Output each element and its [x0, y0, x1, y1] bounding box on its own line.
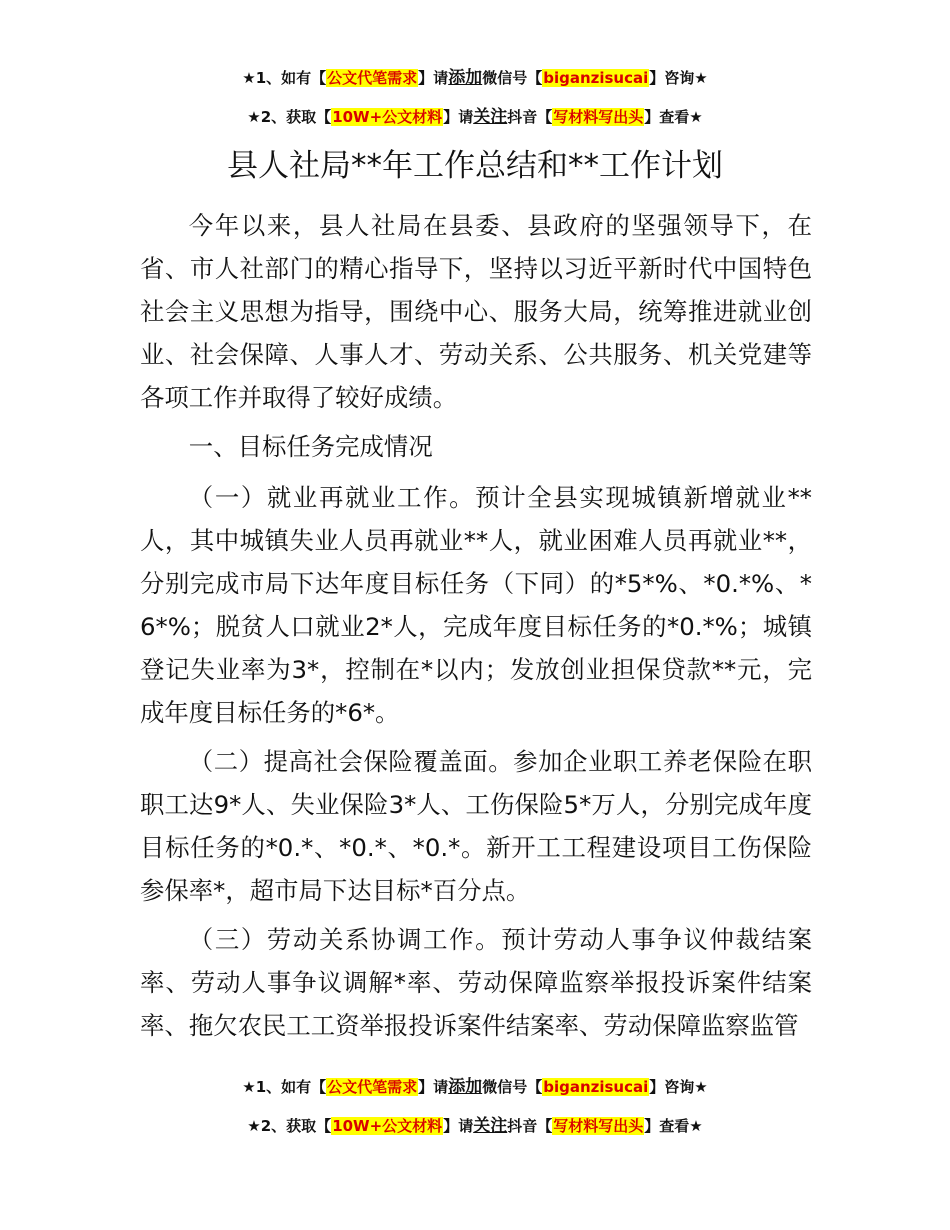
top-banner-line-1: [0, 68, 950, 88]
bottom-banner-line-1: [0, 1077, 950, 1097]
banner-text: 】请: [443, 1117, 474, 1135]
paragraph-labor-relations: （三）劳动关系协调工作。预计劳动人事争议仲裁结案率、劳动人事争议调解*率、劳动保障监察举报投诉案件结案率、拖欠农民工工资举报投诉案件结案率、劳动保障监察监管: [140, 925, 812, 1040]
document-body: [140, 204, 812, 1053]
section-heading: 一、目标任务完成情况: [188, 432, 433, 461]
banner-underline: 添加: [448, 68, 483, 88]
banner-text: ★2、获取【: [247, 1117, 332, 1135]
douyin-id-highlight: 写材料写出头: [553, 1117, 644, 1135]
banner-text: 抖音【: [507, 1117, 553, 1135]
banner-highlight: 公文代笔需求: [327, 1078, 418, 1096]
banner-underline: 关注: [473, 1116, 508, 1136]
paragraph-intro: 今年以来，县人社局在县委、县政府的坚强领导下，在省、市人社部门的精心指导下，坚持以习近平新时代中国特色社会主义思想为指导，围绕中心、服务大局，统筹推进就业创业、社会保障、人事人才、劳动关系、公共服务、机关党建等各项工作并取得了较好成绩。: [140, 211, 812, 412]
banner-underline: 添加: [448, 1077, 483, 1097]
banner-highlight: 10W+公文材料: [332, 108, 443, 126]
banner-text: 抖音【: [507, 108, 553, 126]
banner-highlight: 10W+公文材料: [332, 1117, 443, 1135]
document-title: 县人社局**年工作总结和**工作计划: [227, 148, 723, 184]
banner-text: ★1、如有【: [242, 69, 327, 87]
banner-text: 】查看★: [644, 108, 703, 126]
banner-underline: 关注: [473, 107, 508, 127]
paragraph-social-insurance: （二）提高社会保险覆盖面。参加企业职工养老保险在职职工达9*人、失业保险3*人、工伤保险5*万人，分别完成年度目标任务的*0.*、*0.*、*0.*。新开工工程建设项目工伤保险参保率*，超市局下达目标*百分点。: [140, 747, 812, 905]
banner-text: 】请: [443, 108, 474, 126]
banner-text: 微信号【: [482, 1078, 543, 1096]
banner-text: 】请: [418, 69, 449, 87]
banner-highlight: 公文代笔需求: [327, 69, 418, 87]
banner-text: 】咨询★: [649, 1078, 708, 1096]
wechat-id-highlight: biganzisucai: [543, 69, 649, 87]
banner-text: ★1、如有【: [242, 1078, 327, 1096]
banner-text: 微信号【: [482, 69, 543, 87]
paragraph-employment: （一）就业再就业工作。预计全县实现城镇新增就业**人，其中城镇失业人员再就业**人，就业困难人员再就业**，分别完成市局下达年度目标任务（下同）的*5*%、*0.*%、*6*%；脱贫人口就业2*人，完成年度目标任务的*0.*%；城镇登记失业率为3*，控制在*以内；发放创业担保贷款**元，完成年度目标任务的*6*。: [140, 483, 812, 727]
banner-text: ★2、获取【: [247, 108, 332, 126]
banner-text: 】查看★: [644, 1117, 703, 1135]
top-banner-line-2: [0, 107, 950, 127]
banner-text: 】咨询★: [649, 69, 708, 87]
wechat-id-highlight: biganzisucai: [543, 1078, 649, 1096]
bottom-banner-line-2: [0, 1116, 950, 1136]
banner-text: 】请: [418, 1078, 449, 1096]
douyin-id-highlight: 写材料写出头: [553, 108, 644, 126]
